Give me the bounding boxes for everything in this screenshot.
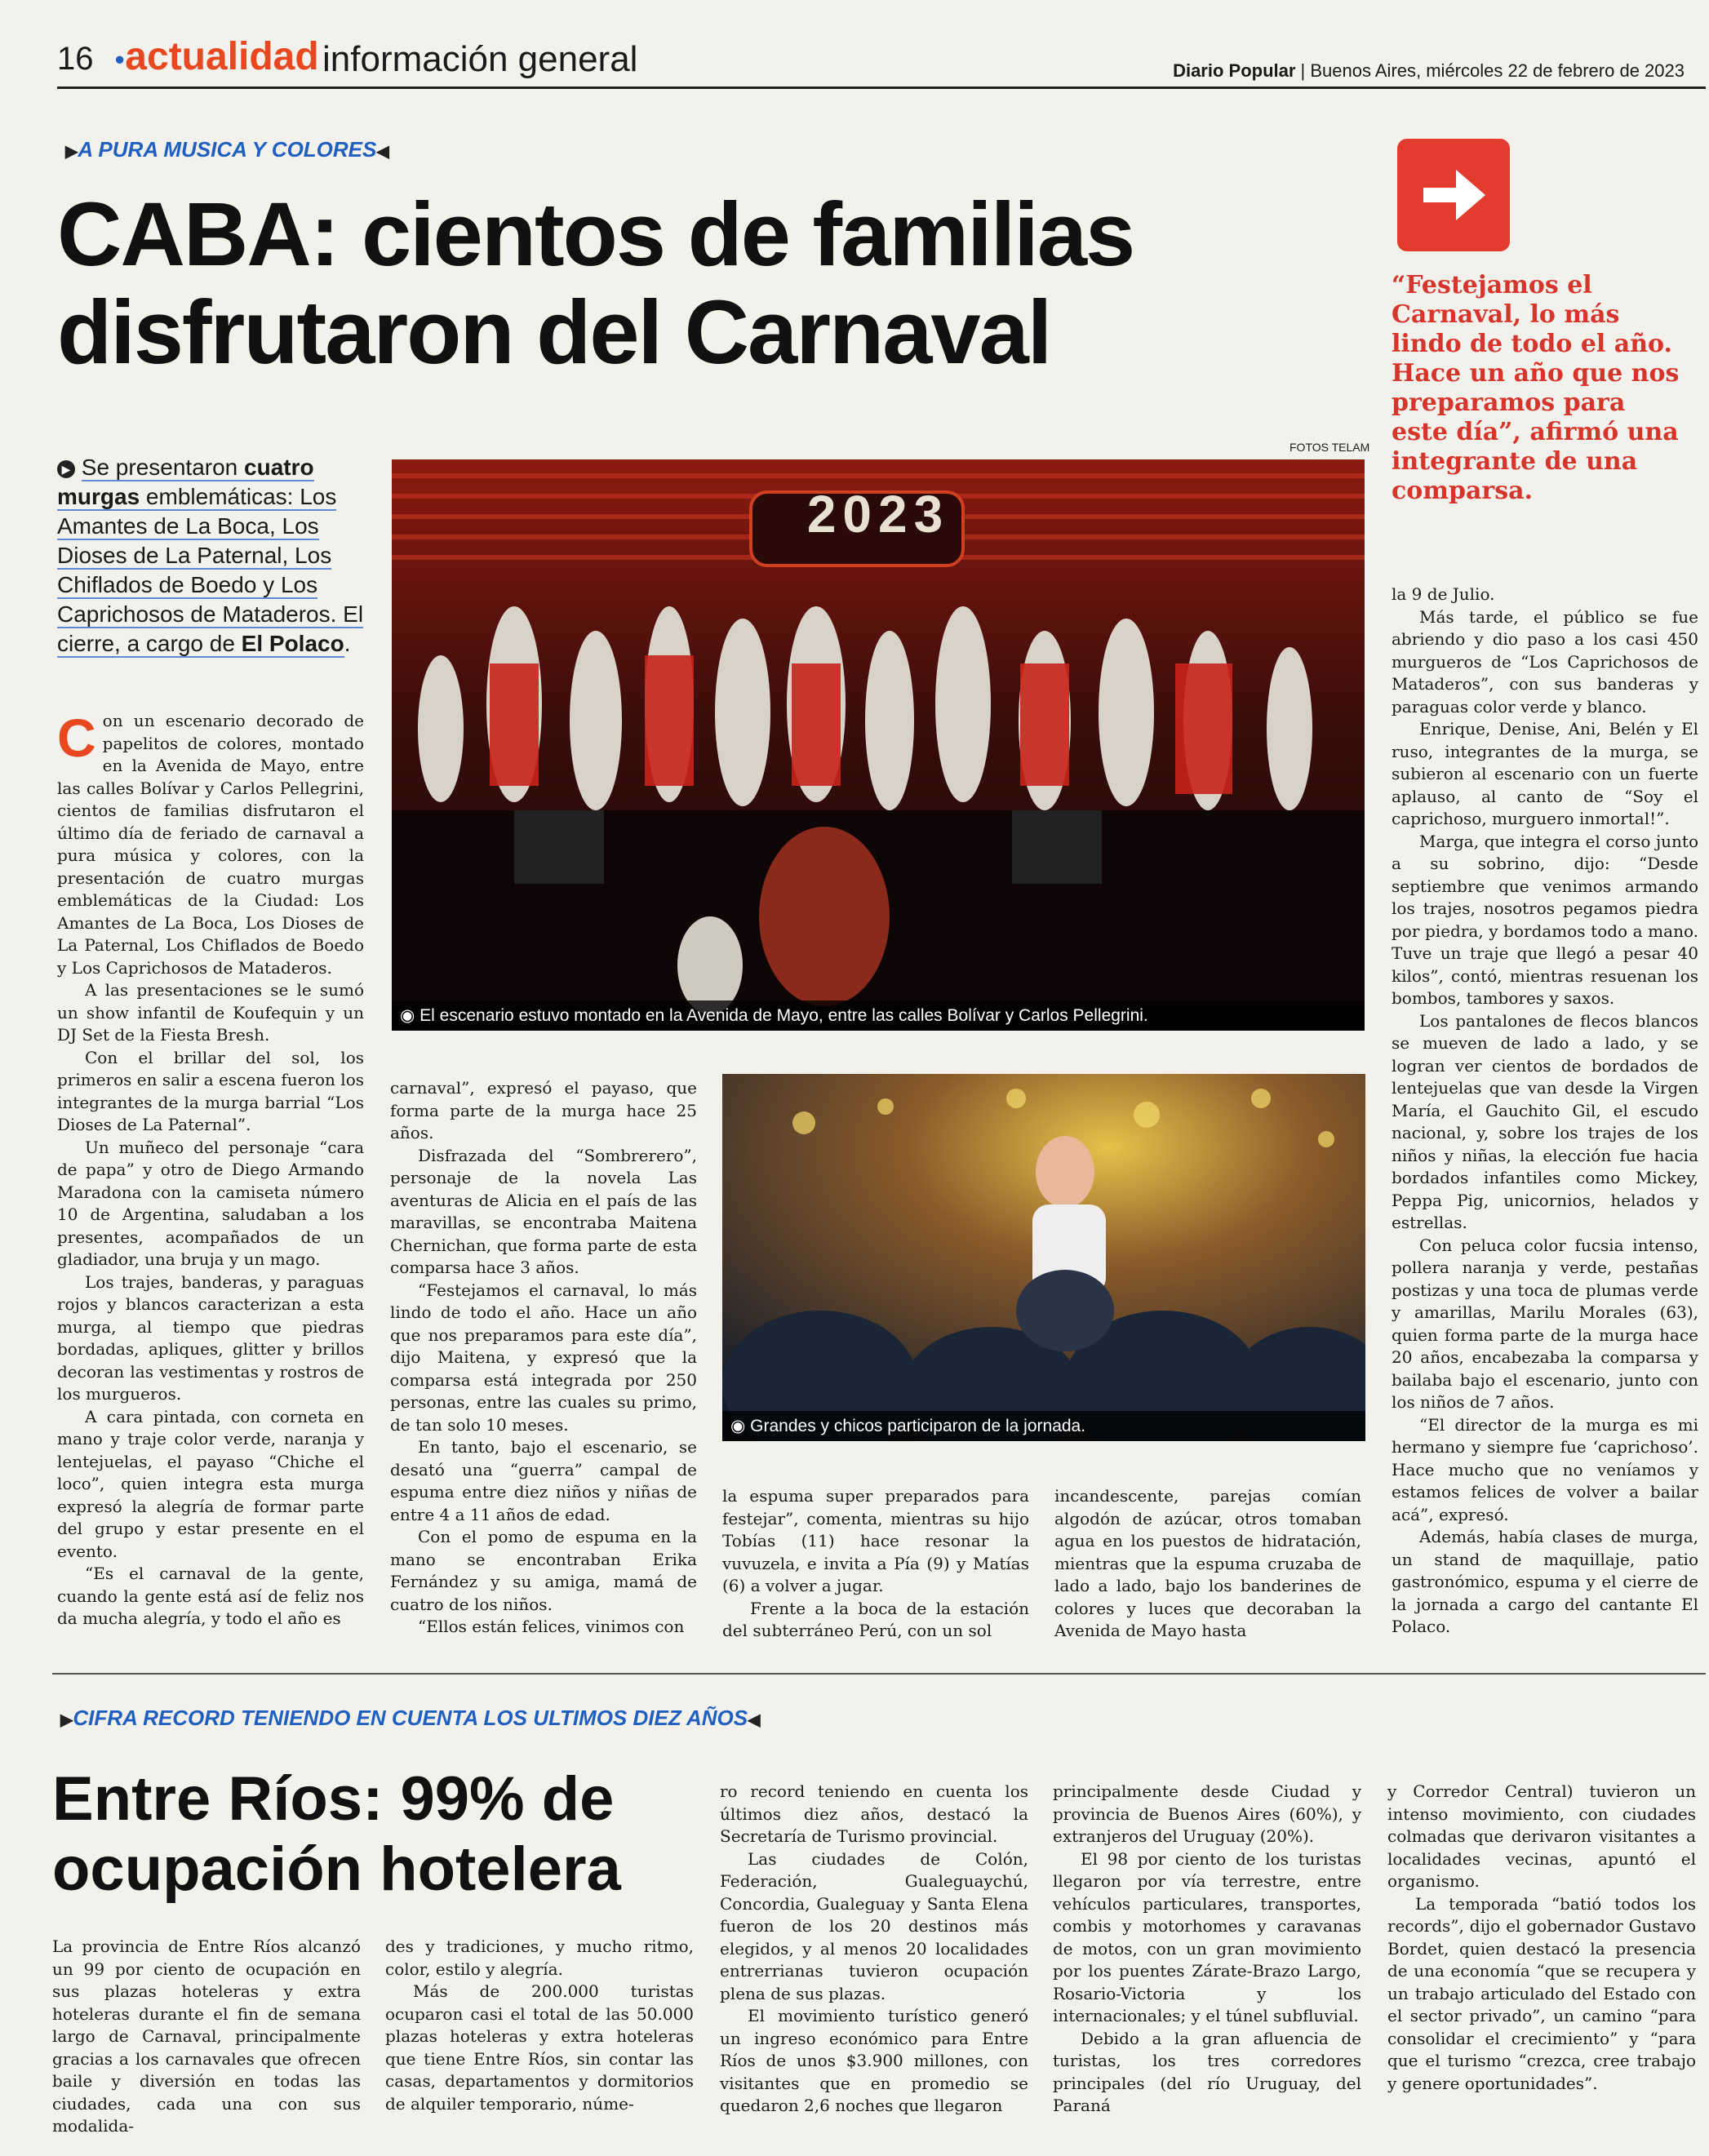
date-text: | Buenos Aires, miércoles 22 de febrero de 2023 [1300,60,1685,81]
paragraph: Con el brillar del sol, los primeros en salir a escena fueron los integrantes de la murga barrial “Los Dioses de La Paternal”. [57,1047,364,1134]
bullet-icon: ▶ [57,460,75,478]
photo1-caption: ◉ El escenario estuvo montado en la Avenida de Mayo, entre las calles Bolívar y Carlos Pellegrini. [392,1000,1365,1031]
kicker-1: ▶A PURA MUSICA Y COLORES◀ [65,137,389,162]
paragraph: Con peluca color fucsia intenso, pollera naranja y verde, pestañas postizas y una toca de plumas verde y amarillas, Marilu Morales (63), quien forma parte de la murga hace 20 años, encabezaba la comparsa y bailaba bajo el escenario, junto con los niños de 7 años. [1392,1235,1698,1412]
paragraph: Debido a la gran afluencia de turistas, los tres corredores principales (del río Uruguay, del Paraná [1053,2028,1361,2115]
paragraph: Los trajes, banderas, y paraguas rojos y blancos caracterizan a esta murga, al tiempo que piedras bordadas, apliques, glitter y brillos decoran las vestimentas y rostros de los murgueros. [57,1271,364,1404]
paragraph: Los pantalones de flecos blancos se mueven de lado a lado, y se logran ver cientos de bordados de lentejuelas que van desde la Virgen María, el Gauchito Gil, el escudo nacional, y, sobre los trajes de los niños y niñas, la elección fue hacia bordados infantiles como Mickey, Peppa Pig, unicornios, helados y estrellas. [1392,1010,1698,1232]
paragraph: El 98 por ciento de los turistas llegaron por vía terrestre, entre vehículos particulares, transportes, combis y motorhomes y caravanas de motos, con un gran movimiento por los puentes Zárate-Brazo Largo, Rosario-Victoria y los internacionales; y el túnel subfluvial. [1053,1848,1361,2025]
photo-credit: FOTOS TELAM [1290,441,1370,454]
paragraph: Más tarde, el público se fue abriendo y dio paso a los casi 450 murgueros de “Los Caprichosos de Mataderos”, con sus banderas y paraguas color verde y blanco. [1392,606,1698,716]
page-number: 16 [57,41,94,77]
article2-column-5 [1387,1781,1696,2095]
article1-column-1 [57,710,364,1630]
article1-column-2 [390,1077,697,1639]
caption-bullet-icon: ◉ [400,1006,420,1025]
newspaper-name: Diario Popular [1173,60,1296,81]
subsection-title: información general [322,39,638,79]
paragraph: A las presentaciones se le sumó un show infantil de Koufequin y un DJ Set de la Fiesta Bresh. [57,980,364,1045]
paragraph: Marga, que integra el corso junto a su sobrino, dijo: “Desde septiembre que venimos armando los trajes, nosotros pegamos piedra por piedra, y bordamos todo a mano. Tuve un traje que llegó a pesar 40 kilos”, contó, mientras resuenan los bombos, tambores y saxos. [1392,831,1698,1008]
paragraph: ro record teniendo en cuenta los últimos diez años, destacó la Secretaría de Turismo provincial. [720,1781,1028,1846]
paragraph: y Corredor Central) tuvieron un intenso movimiento, con ciudades colmadas que derivaron visitantes a localidades vecinas, apuntó el organismo. [1387,1781,1696,1891]
paragraph: La temporada “batió todos los records”, dijo el gobernador Gustavo Bordet, quien destacó la presencia de una economía “que se recupera y un trabajo articulado del Estado con el sector privado”, un camino “para consolidar el crecimiento” y “para que el turismo “crezca, cree trabajo y genere oportunidades”. [1387,1893,1696,2093]
paragraph: “El director de la murga es mi hermano y siempre fue ‘caprichoso’. Hace mucho que no veníamos y estamos felices de volver a bailar acá”, expresó. [1392,1414,1698,1524]
paragraph: Con un escenario decorado de papelitos de colores, montado en la Avenida de Mayo, entre las calles Bolívar y Carlos Pellegrini, cientos de familias disfrutaron el último día de feriado de carnaval a pura música y colores, con la presentación de cuatro murgas emblemáticas de la Ciudad: Los Amantes de La Boca, Los Dioses de La Paternal, Los Chiflados de Boedo y Los Caprichosos de Mataderos. [57,708,364,978]
bullet-icon: ● [114,48,126,69]
paragraph: A cara pintada, con corneta en mano y traje color verde, naranja y lentejuelas, el payaso “Chiche el loco”, quien integra esta murga expresó la alegría de formar parte del grupo y estar presente en el evento. [57,1406,364,1561]
paragraph: Disfrazada del “Sombrerero”, personaje de la novela Las aventuras de Alicia en el país de las maravillas, se encontraba Maitena Chernichan, que forma parte de esta comparsa hace 3 años. [390,1145,697,1277]
header-rule [57,87,1706,89]
paragraph: El movimiento turístico generó un ingreso económico para Entre Ríos de unos $3.900 millones, con visitantes que en promedio se quedaron 2,6 noches que llegaron [720,2006,1028,2115]
arrow-right-icon [1397,139,1510,251]
headline-1: CABA: cientos de familias disfrutaron del Carnaval [57,184,1134,383]
paragraph: la 9 de Julio. [1392,584,1495,604]
paragraph: Las ciudades de Colón, Federación, Gualeguaychú, Concordia, Gualeguay y Santa Elena fueron de los 20 destinos más elegidos, y al menos 20 localidades entrerrianas tuvieron ocupación plena de sus plazas. [720,1848,1028,2003]
article1-column-3 [722,1485,1029,1643]
paragraph: En tanto, bajo el escenario, se desató una “guerra” campal de espuma entre diez niños y niñas de entre 4 a 11 años de edad. [390,1437,697,1524]
paragraph: carnaval”, expresó el payaso, que forma parte de la murga hace 25 años. [390,1078,697,1142]
article-divider [52,1673,1706,1675]
photo2-caption: ◉ Grandes y chicos participaron de la jornada. [722,1411,1365,1441]
kicker-2: ▶CIFRA RECORD TENIENDO EN CUENTA LOS ULTIMOS DIEZ AÑOS◀ [60,1706,761,1730]
paragraph: incandescente, parejas comían algodón de azúcar, otros tomaban agua en los puestos de hidratación, mientras que la espuma cruzaba de lado a lado, bajo los banderines de colores y luces que decoraban la Avenida de Mayo hasta [1054,1486,1361,1640]
paragraph: Un muñeco del personaje “cara de papa” y otro de Diego Armando Maradona con la camiseta número 10 de Argentina, saludaban a los presentes, acompañados de un gladiador, una bruja y un mago. [57,1137,364,1269]
article2-column-3 [720,1781,1028,2118]
stage-photo [392,459,1365,1031]
article2-column-1 [52,1936,361,2138]
paragraph: principalmente desde Ciudad y provincia de Buenos Aires (60%), y extranjeros del Uruguay (20%). [1053,1781,1361,1846]
paragraph: “Ellos están felices, vinimos con [418,1617,685,1636]
paragraph: la espuma super preparados para festejar”, comenta, mientras su hijo Tobías (11) hace resonar la vuvuzela, e invita a Pía (9) y Matías (6) a volver a jugar. [722,1486,1029,1595]
article2-column-4 [1053,1781,1361,2118]
paragraph: Además, había clases de murga, un stand de maquillaje, patio gastronómico, espuma y el cierre de la jornada a cargo del cantante El Polaco. [1392,1527,1698,1636]
paragraph: Con el pomo de espuma en la mano se encontraban Erika Fernández y su amiga, mamá de cuatro de los niños. [390,1527,697,1614]
article2-column-2 [385,1936,694,2115]
paragraph: Más de 200.000 turistas ocuparon casi el total de las 50.000 plazas hoteleras y extra hoteleras que tiene Entre Ríos, sin contar las casas, departamentos y dormitorios de alquiler temporario, núme- [385,1981,694,2114]
dateline [1173,60,1685,82]
caption-bullet-icon: ◉ [730,1417,751,1435]
section-title: ●actualidad [114,35,319,78]
drop-cap: C [57,708,96,768]
article1-column-5 [1392,583,1698,1639]
paragraph: des y tradiciones, y mucho ritmo, color, estilo y alegría. [385,1936,694,1979]
stage-banner: 2023 [806,485,950,543]
lead-summary: ▶ Se presentaron cuatro murgas emblemáticas: Los Amantes de La Boca, Los Dioses de La Paternal, Los Chiflados de Boedo y Los Caprichosos de Mataderos. El cierre, a cargo de El Polaco. [57,455,364,656]
paragraph: “Festejamos el carnaval, lo más lindo de todo el año. Hace un año que nos preparamos para este día”, dijo Maitena, y expresó que la comparsa está integrada por 250 personas, entre las cuales su primo, de tan solo 10 meses. [390,1280,697,1435]
paragraph: Enrique, Denise, Ani, Belén y El ruso, integrantes de la murga, se subieron al escenario con un fuerte aplauso, al canto de “Soy el caprichoso, murguero inmortal!”. [1392,719,1698,828]
headline-2: Entre Ríos: 99% de ocupación hotelera [52,1764,621,1904]
paragraph: “Es el carnaval de la gente, cuando la gente está así de feliz nos da mucha alegría, y todo el año es [57,1564,364,1628]
crowd-photo [722,1074,1365,1441]
paragraph: La provincia de Entre Ríos alcanzó un 99 por ciento de ocupación en sus plazas hoteleras y extra hoteleras durante el fin de semana largo de Carnaval, principalmente gracias a los carnavales que ofrecen baile y diversión en todas las ciudades, cada una con sus modalida- [52,1936,361,2136]
paragraph: Frente a la boca de la estación del subterráneo Perú, con un sol [722,1598,1029,1640]
pull-quote: “Festejamos el Carnaval, lo más lindo de todo el año. Hace un año que nos preparamos para este día”, afirmó una integrante de una comparsa. [1392,271,1680,505]
article1-column-4 [1054,1485,1361,1643]
